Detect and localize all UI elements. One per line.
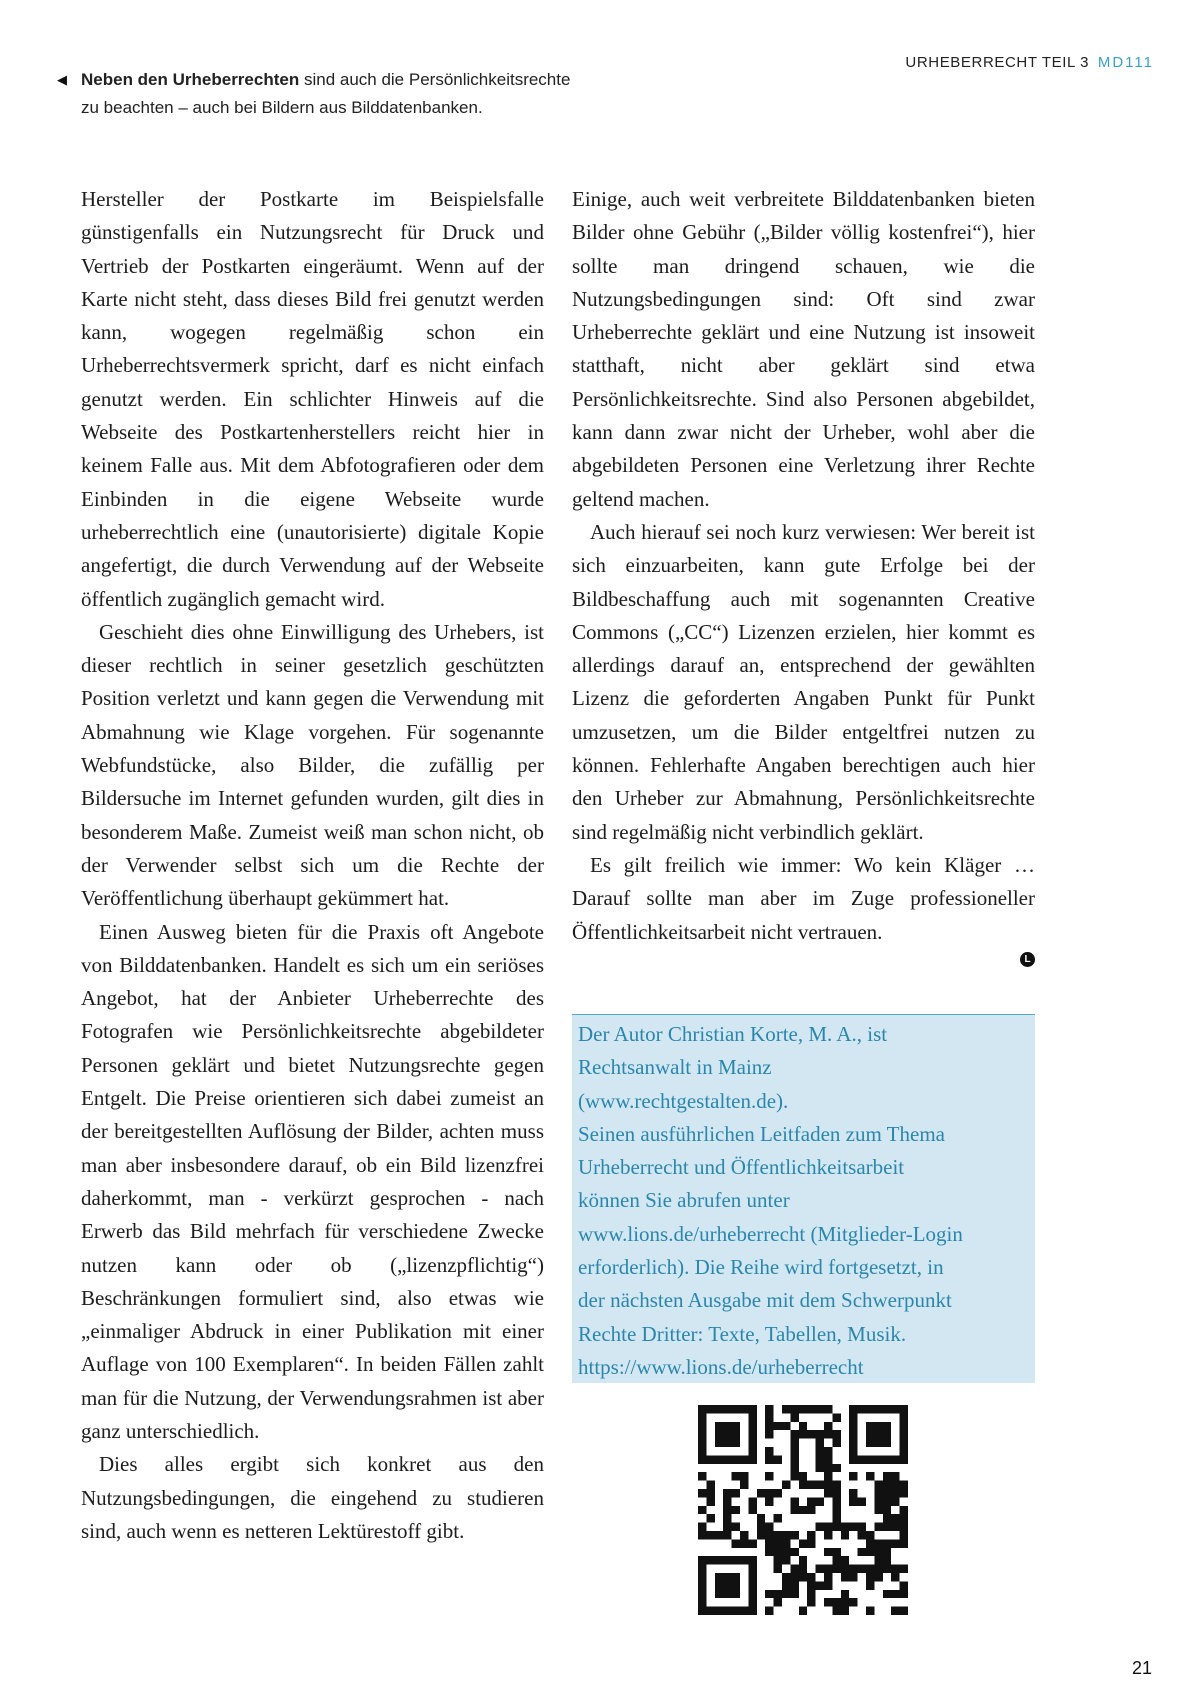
info-line: Seinen ausführlichen Leitfaden zum Thema [578, 1121, 945, 1146]
body-paragraph: Auch hierauf sei noch kurz verwiesen: Wer bereit ist sich einzuarbeiten, kann gute Erfolge bei der Bildbeschaffung auch mit sogenannten Creative Commons („CC“) Lizenzen erzielen, hier kommt es allerdings darauf an, entsprechend der gewählten Lizenz die geforderten Angaben Punkt für Punkt umzusetzen, um die Bilder entgeltfrei nutzen zu können. Fehlerhafte Angaben berechtigen auch hier den Urheber zur Abmahnung, Persönlichkeitsrechte sind regelmäßig nicht verbindlich geklärt. [572, 519, 1035, 844]
body-paragraph: Dies alles ergibt sich konkret aus den Nutzungsbedingungen, die eingehend zu studieren sind, auch wenn es netteren Lektürestoff gibt. [81, 1452, 544, 1543]
info-line: erforderlich). Die Reihe wird fortgesetzt, in [578, 1255, 944, 1280]
body-paragraph: Es gilt freilich wie immer: Wo kein Kläger … Darauf sollte man aber im Zuge professioneller Öffentlichkeitsarbeit nicht vertrauen. [572, 852, 1035, 944]
caption-line1-rest: sind auch die Persönlichkeitsrechte [299, 70, 571, 89]
info-line: können Sie abrufen unter [578, 1188, 790, 1213]
author-info-box [572, 1014, 1035, 1383]
body-paragraph: Geschieht dies ohne Einwilligung des Urhebers, ist dieser rechtlich in seiner gesetzlich geschützten Position verletzt und kann gegen die Verwendung mit Abmahnung wie Klage vorgehen. Für sogenannte Webfundstücke, also Bilder, die zufällig per Bildersuche im Internet gefunden wurden, gilt dies in besonderem Maße. Zumeist weiß man schon nicht, ob der Verwender selbst sich um die Rechte der Veröffentlichung überhaupt gekümmert hat. [81, 619, 544, 911]
info-line: (www.rechtgestalten.de). [578, 1088, 789, 1113]
info-line: Rechtsanwalt in Mainz [578, 1055, 772, 1080]
info-line: www.lions.de/urheberrecht (Mitglieder-Login [578, 1221, 963, 1246]
caption-bold: Neben den Urheberrechten [81, 70, 300, 89]
page-number: 21 [1131, 1658, 1152, 1678]
triangle-left-icon: ◀ [57, 72, 67, 87]
body-paragraph: Hersteller der Postkarte im Beispielsfalle günstigenfalls ein Nutzungsrecht für Druck und Vertrieb der Postkarten eingeräumt. Wenn auf der Karte nicht steht, dass dieses Bild frei genutzt werden kann, wogegen regelmäßig schon ein Urheberrechtsvermerk spricht, darf es nicht einfach genutzt werden. Ein schlichter Hinweis auf die Webseite des Postkartenherstellers reicht hier in keinem Falle aus. Mit dem Abfotografieren oder dem Einbinden in die eigene Webseite wurde urheberrechtlich eine (unautorisierte) digitale Kopie angefertigt, die durch Verwendung auf der Webseite öffentlich zugänglich gemacht wird. [81, 187, 544, 611]
body-paragraph: Einen Ausweg bieten für die Praxis oft Angebote von Bilddatenbanken. Handelt es sich um ein seriöses Angebot, hat der Anbieter Urheberrechte des Fotografen wie Persönlichkeitsrechte abgebildeter Personen geklärt und bietet Nutzungsrechte gegen Entgelt. Die Preise orientieren sich dabei zumeist an der bereitgestellten Auflösung der Bilder, achten muss man aber insbesondere darauf, ob ein Bild lizenzfrei daherkommt, man - verkürzt gesprochen - nach Erwerb das Bild mehrfach für verschiedene Zwecke nutzen kann oder ob („lizenzpflichtig“) Beschränkungen formuliert sind, also etwas wie „einmaliger Abdruck in einer Publikation mit einer Auflage von 100 Exemplaren“. In beiden Fällen zahlt man für die Nutzung, der Verwendungsrahmen ist aber ganz unterschiedlich. [81, 919, 544, 1443]
right-column [572, 183, 1035, 949]
header-series: URHEBERRECHT TEIL 3 [905, 54, 1090, 71]
info-line: Urheberrecht und Öffentlichkeitsarbeit [578, 1155, 905, 1180]
info-line: der nächsten Ausgabe mit dem Schwerpunkt [578, 1288, 952, 1313]
article-end-icon: L [1020, 952, 1035, 967]
info-line: Rechte Dritter: Texte, Tabellen, Musik. [578, 1321, 907, 1346]
caption-text [81, 66, 617, 122]
caption-line2: zu beachten – auch bei Bildern aus Bilddatenbanken. [81, 98, 483, 117]
body-paragraph: Einige, auch weit verbreitete Bilddatenbanken bieten Bilder ohne Gebühr („Bilder völlig kostenfrei“), hier sollte man dringend schauen, wie die Nutzungsbedingungen sind: Oft sind zwar Urheberrechte geklärt und eine Nutzung ist insoweit statthaft, nicht aber geklärt sind etwa Persönlichkeitsrechte. Sind also Personen abgebildet, kann dann zwar nicht der Urheber, wohl aber die abgebildeten Personen eine Verletzung ihrer Rechte geltend machen. [572, 187, 1035, 511]
running-header [905, 54, 1154, 71]
header-code: MD111 [1097, 54, 1154, 71]
info-line: https://www.lions.de/urheberrecht [578, 1354, 864, 1379]
left-column [81, 183, 544, 1548]
image-caption [57, 66, 617, 122]
info-line: Der Autor Christian Korte, M. A., ist [578, 1022, 888, 1046]
qr-code-icon [698, 1405, 908, 1615]
